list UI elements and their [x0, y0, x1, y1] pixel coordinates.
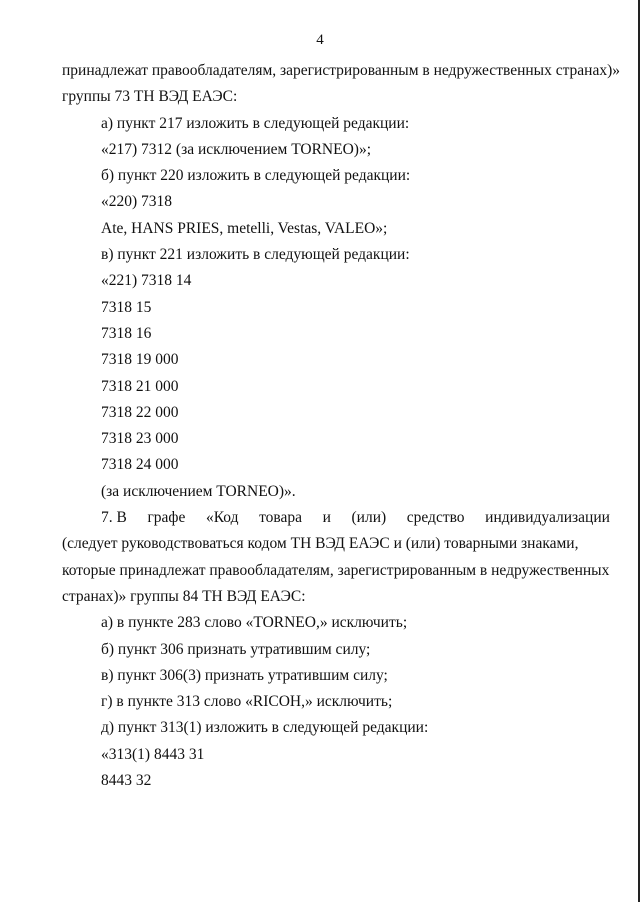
item-g-313: г) в пункте 313 слово «RICOH,» исключить; [101, 693, 393, 711]
code-221-end: (за исключением TORNEO)». [101, 482, 296, 500]
section-7-word: графе [147, 509, 186, 527]
item-b-220: б) пункт 220 изложить в следующей редакции: [101, 167, 411, 185]
section-7-word: товара [259, 509, 303, 527]
page-number: 4 [316, 32, 324, 48]
section-7-word: (или) [351, 509, 387, 527]
paragraph-line: принадлежат правообладателям, зарегистрированным в недружественных странах)» [62, 62, 621, 79]
code-line: 7318 21 000 [101, 377, 179, 395]
section-7-line: которые принадлежат правообладателям, зарегистрированным в недружественных [62, 561, 610, 579]
quote-217: «217) 7312 (за исключением TORNEO)»; [101, 140, 372, 158]
section-7-word: и [322, 509, 331, 527]
section-7-word: индивидуализации [485, 509, 610, 527]
code-line: 7318 23 000 [101, 430, 179, 448]
code-line: 7318 24 000 [101, 456, 179, 474]
code-line: 7318 19 000 [101, 351, 179, 369]
quote-220-brands: Ate, HANS PRIES, metelli, Vestas, VALEO»; [101, 219, 388, 237]
section-7-line: (следует руководствоваться кодом ТН ВЭД ЕАЭС и (или) товарными знаками, [62, 535, 579, 553]
item-a-217: а) пункт 217 изложить в следующей редакции: [101, 114, 410, 132]
code-line: 7318 22 000 [101, 403, 179, 421]
paragraph-line: группы 73 ТН ВЭД ЕАЭС: [62, 88, 238, 106]
item-a-283: а) в пункте 283 слово «TORNEO,» исключить; [101, 614, 408, 632]
section-7-word: средство [406, 509, 465, 527]
section-7-line: странах)» группы 84 ТН ВЭД ЕАЭС: [62, 587, 306, 605]
section-7-word: «Код [205, 509, 239, 527]
section-7-word: 7. В [101, 509, 127, 527]
code-line: 7318 15 [101, 298, 152, 316]
quote-220: «220) 7318 [101, 193, 173, 211]
item-d-313-1: д) пункт 313(1) изложить в следующей редакции: [101, 719, 429, 737]
item-v-306-3: в) пункт 306(3) признать утратившим силу; [101, 666, 388, 684]
quote-313-1: «313(1) 8443 31 [101, 745, 205, 763]
code-line: 7318 16 [101, 324, 152, 342]
code-221: «221) 7318 14 [101, 272, 192, 290]
document-body [62, 58, 621, 794]
code-line: 8443 32 [101, 772, 152, 790]
item-v-221: в) пункт 221 изложить в следующей редакции: [101, 246, 410, 264]
section-7-heading-line [62, 505, 610, 531]
item-b-306: б) пункт 306 признать утратившим силу; [101, 640, 371, 658]
